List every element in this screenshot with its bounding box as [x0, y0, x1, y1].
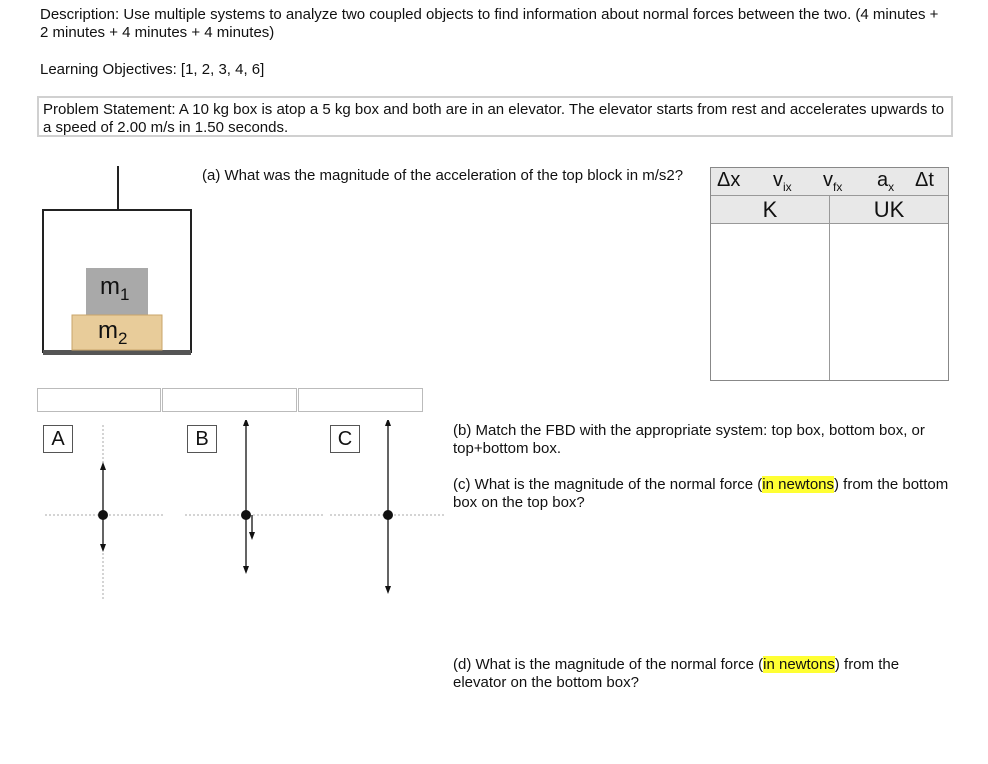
- learning-objectives-label: Learning Objectives:: [40, 61, 177, 78]
- match-box-a[interactable]: [37, 388, 161, 412]
- fbd-label-b: B: [187, 425, 217, 453]
- question-d: (d) What is the magnitude of the normal force (in newtons) from the elevator on the bottom box?: [453, 656, 900, 691]
- description-text: Use multiple systems to analyze two coupled objects to find information about normal forces between the two. (4 minutes + 2 minutes + 4 minutes + 4 minutes): [40, 6, 939, 41]
- m1-label: $m_1$: [100, 273, 130, 304]
- fbd-c: [330, 422, 445, 590]
- kinematics-header: [711, 168, 948, 196]
- kinematics-table: [710, 167, 949, 381]
- match-box-c[interactable]: [298, 388, 423, 412]
- problem-statement-text: A 10 kg box is atop a 5 kg box and both are in an elevator. The elevator starts from rest and accelerates upwards to a speed of 2.00 m/s in 1.50 seconds.: [43, 101, 945, 136]
- fbd-label-c: C: [330, 425, 360, 453]
- delta-x-var: Δx: [717, 169, 741, 191]
- fbd-b: [185, 422, 325, 570]
- match-box-b[interactable]: [162, 388, 297, 412]
- fbd-label-a: A: [43, 425, 73, 453]
- m2-label: $m_2$: [98, 317, 128, 348]
- ax-var: $a_x$: [877, 169, 895, 194]
- question-d-highlight: in newtons: [763, 656, 835, 673]
- unknown-header: UK: [873, 197, 905, 222]
- fbd-a-dot: [98, 510, 108, 520]
- description: [40, 6, 940, 42]
- question-c: (c) What is the magnitude of the normal force (in newtons) from the bottom box on the top box?: [453, 476, 949, 511]
- problem-statement-label: Problem Statement:: [43, 101, 176, 118]
- question-a: (a) What was the magnitude of the acceleration of the top block in m/s2?: [202, 167, 684, 184]
- fbd-b-dot: [241, 510, 251, 520]
- fbd-diagrams: [40, 420, 450, 610]
- description-label: Description:: [40, 6, 120, 23]
- learning-objectives: [40, 61, 264, 79]
- delta-t-var: Δt: [915, 169, 934, 191]
- fbd-c-dot: [383, 510, 393, 520]
- vix-var: $v_{ix}$: [773, 169, 792, 194]
- problem-statement-box: [37, 96, 953, 137]
- learning-objectives-text: [1, 2, 3, 4, 6]: [180, 61, 265, 78]
- vfx-var: $v_{fx}$: [823, 169, 843, 194]
- table-divider: [829, 196, 830, 380]
- question-b: (b) Match the FBD with the appropriate system: top box, bottom box, or top+bottom box.: [453, 422, 925, 457]
- known-header: K: [762, 197, 778, 222]
- fbd-a: [45, 425, 165, 600]
- question-c-highlight: in newtons: [762, 476, 835, 493]
